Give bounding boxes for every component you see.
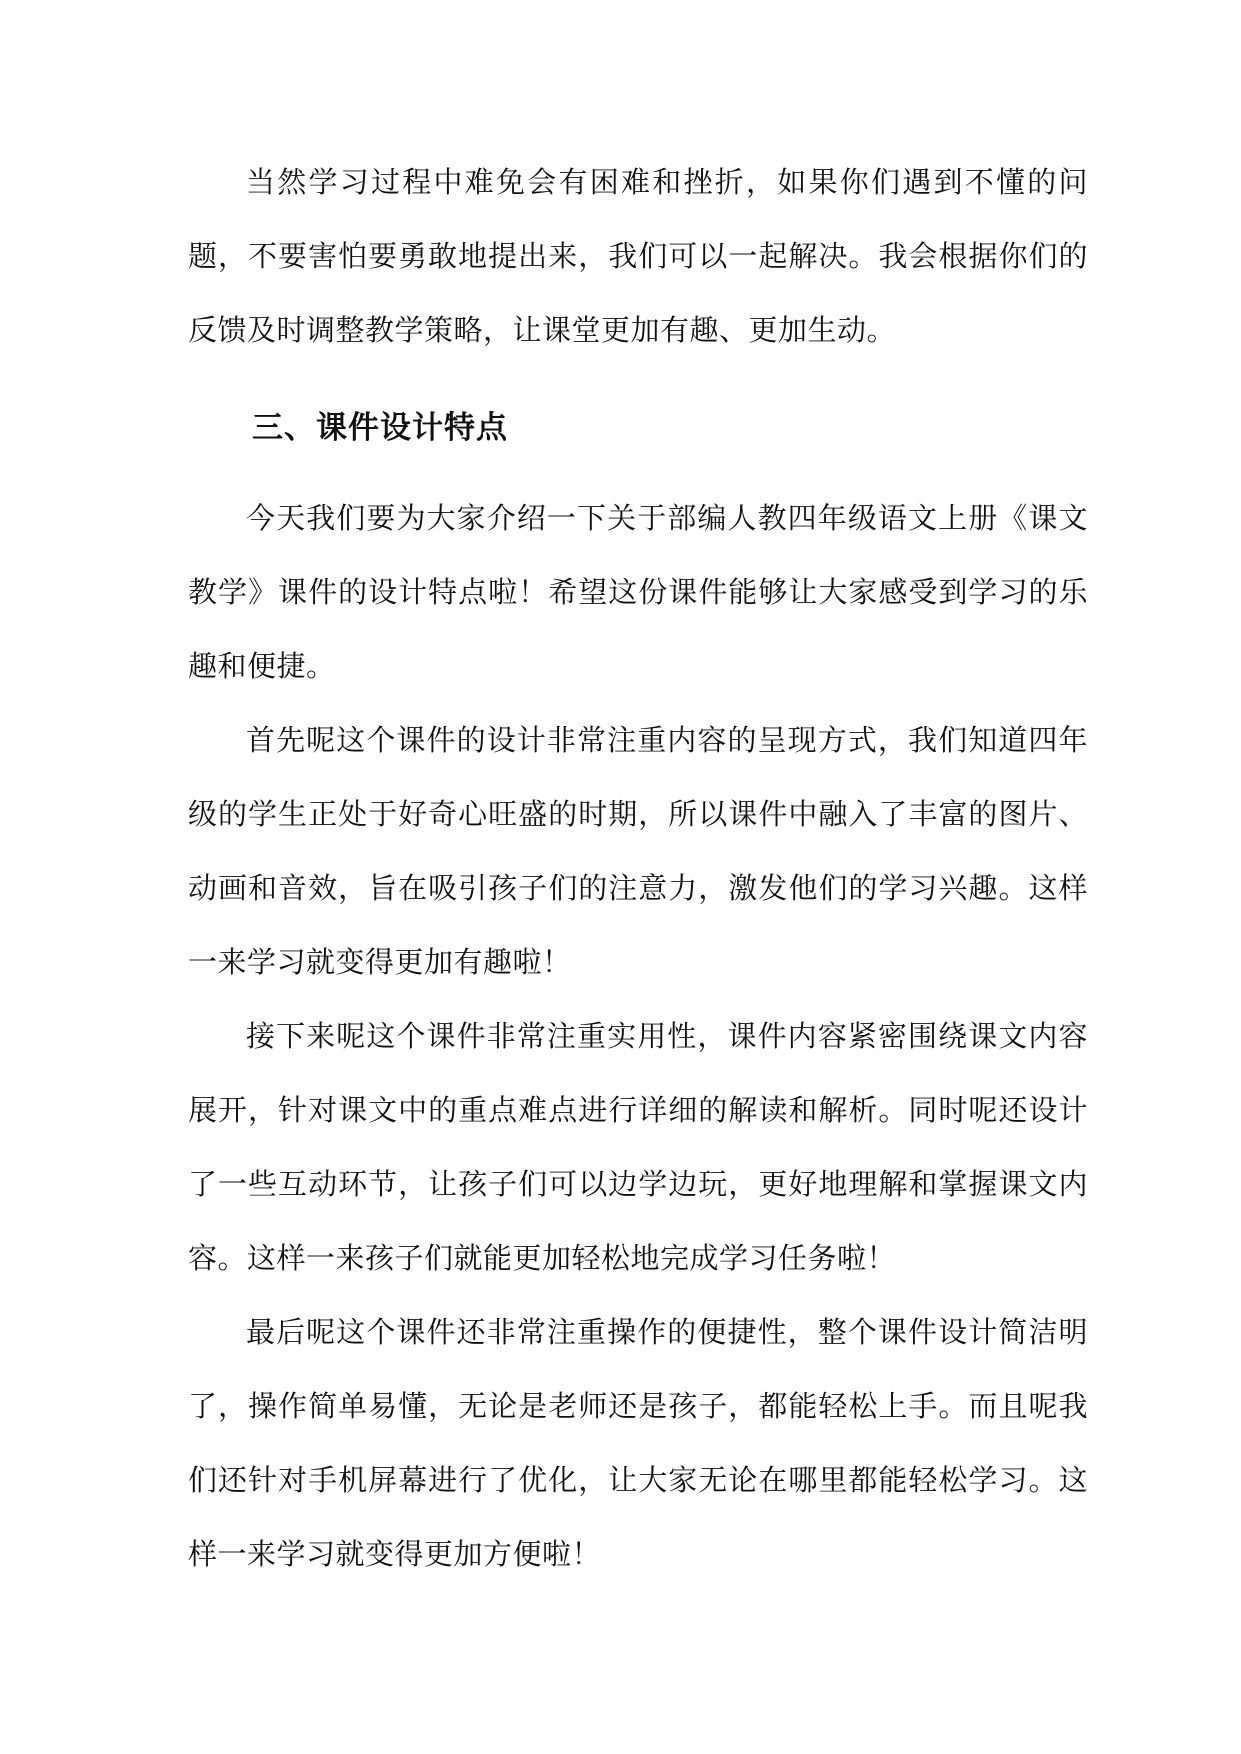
section-heading: 三、课件设计特点	[252, 410, 508, 446]
intro-paragraph: 当然学习过程中难免会有困难和挫折，如果你们遇到不懂的问题，不要害怕要勇敢地提出来，我们可以一起解决。我会根据你们的反馈及时调整教学策略，让课堂更加有趣、更加生动。	[188, 165, 1088, 347]
body-paragraph-3: 接下来呢这个课件非常注重实用性，课件内容紧密围绕课文内容展开，针对课文中的重点难点进行详细的解读和解析。同时呢还设计了一些互动环节，让孩子们可以边学边玩，更好地理解和掌握课文内容。这样一来孩子们就能更加轻松地完成学习任务啦！	[188, 1019, 1088, 1275]
body-paragraph-2: 首先呢这个课件的设计非常注重内容的呈现方式，我们知道四年级的学生正处于好奇心旺盛的时期，所以课件中融入了丰富的图片、动画和音效，旨在吸引孩子们的注意力，激发他们的学习兴趣。这样一来学习就变得更加有趣啦！	[188, 723, 1088, 979]
body-paragraph-1: 今天我们要为大家介绍一下关于部编人教四年级语文上册《课文教学》课件的设计特点啦！希望这份课件能够让大家感受到学习的乐趣和便捷。	[188, 501, 1088, 683]
document-body	[188, 145, 1088, 1591]
body-paragraph-4: 最后呢这个课件还非常注重操作的便捷性，整个课件设计简洁明了，操作简单易懂，无论是老师还是孩子，都能轻松上手。而且呢我们还针对手机屏幕进行了优化，让大家无论在哪里都能轻松学习。这样一来学习就变得更加方便啦！	[188, 1315, 1088, 1571]
